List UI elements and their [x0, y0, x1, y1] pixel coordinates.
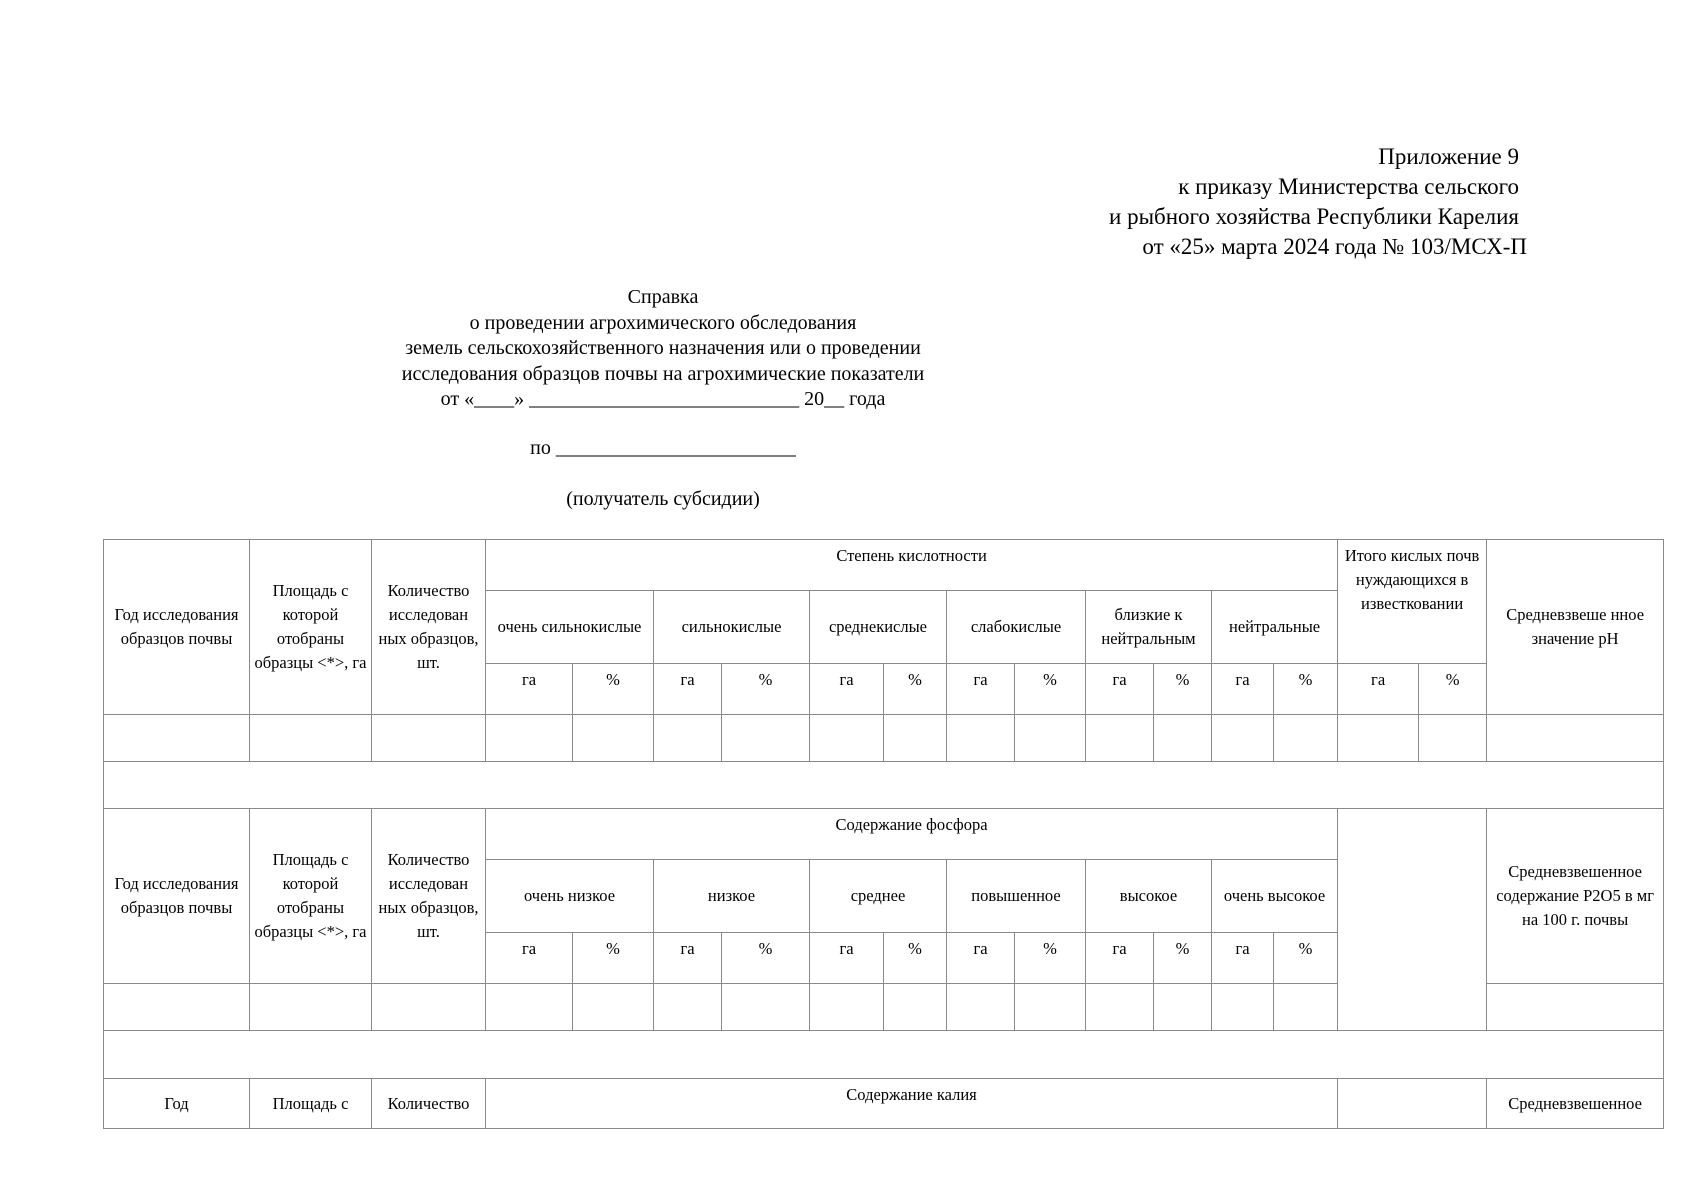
phosphorus-cat-very-low: очень низкое — [486, 860, 654, 933]
data-cell — [947, 715, 1015, 762]
unit-pct: % — [1015, 933, 1086, 984]
data-cell — [250, 984, 372, 1031]
potassium-group-header: Содержание калия — [486, 1079, 1338, 1129]
unit-ha: га — [486, 664, 573, 715]
data-cell — [486, 984, 573, 1031]
acidity-cat-near-neutral: близкие к нейтральным — [1086, 591, 1212, 664]
potassium-avg-header: Средневзвешенное — [1487, 1079, 1664, 1129]
data-cell — [372, 984, 486, 1031]
data-cell — [654, 984, 722, 1031]
unit-ha: га — [486, 933, 573, 984]
unit-ha: га — [654, 933, 722, 984]
unit-ha: га — [1086, 933, 1154, 984]
unit-pct: % — [1419, 664, 1487, 715]
acidity-count-header: Количество исследован ных образцов, шт. — [372, 540, 486, 715]
data-cell — [1086, 984, 1154, 1031]
data-cell — [884, 715, 947, 762]
data-cell — [947, 984, 1015, 1031]
title-line-2: о проведении агрохимического обследования — [469, 311, 857, 334]
acidity-cat-weak: слабокислые — [947, 591, 1086, 664]
potassium-year-header: Год — [104, 1079, 250, 1129]
document-title — [0, 285, 1326, 413]
acidity-cat-neutral: нейтральные — [1212, 591, 1338, 664]
acidity-cat-medium: среднекислые — [810, 591, 947, 664]
title-line-1: Справка — [627, 286, 699, 308]
data-cell — [810, 715, 884, 762]
data-cell — [1274, 984, 1338, 1031]
unit-pct: % — [884, 933, 947, 984]
recipient-label: (получатель субсидии) — [566, 488, 760, 510]
data-cell — [372, 715, 486, 762]
data-cell — [1015, 715, 1086, 762]
potassium-empty-column — [1338, 1079, 1487, 1129]
phosphorus-empty-column — [1338, 809, 1487, 1031]
data-cell — [104, 984, 250, 1031]
phosphorus-group-header: Содержание фосфора — [486, 809, 1338, 860]
unit-pct: % — [884, 664, 947, 715]
data-cell — [486, 715, 573, 762]
unit-ha: га — [947, 933, 1015, 984]
unit-pct: % — [573, 664, 654, 715]
unit-ha: га — [810, 933, 884, 984]
data-cell — [722, 715, 810, 762]
unit-ha: га — [654, 664, 722, 715]
data-cell — [1487, 984, 1664, 1031]
data-cell — [1419, 715, 1487, 762]
potassium-area-header: Площадь с — [250, 1079, 372, 1129]
phosphorus-area-header: Площадь с которой отобраны образцы <*>, га — [250, 809, 372, 984]
unit-pct: % — [1015, 664, 1086, 715]
section-spacer — [104, 1031, 1664, 1079]
unit-pct: % — [722, 664, 810, 715]
unit-ha: га — [1086, 664, 1154, 715]
unit-ha: га — [810, 664, 884, 715]
data-cell — [1154, 715, 1212, 762]
data-cell — [1086, 715, 1154, 762]
acidity-area-header: Площадь с которой отобраны образцы <*>, га — [250, 540, 372, 715]
phosphorus-cat-very-high: очень высокое — [1212, 860, 1338, 933]
title-line-4: исследования образцов почвы на агрохимические показатели — [401, 362, 925, 385]
acidity-cat-strong: сильнокислые — [654, 591, 810, 664]
acidity-group-header: Степень кислотности — [486, 540, 1338, 591]
data-cell — [884, 984, 947, 1031]
unit-pct: % — [1154, 664, 1212, 715]
data-cell — [810, 984, 884, 1031]
phosphorus-count-header: Количество исследован ных образцов, шт. — [372, 809, 486, 984]
unit-ha: га — [1212, 664, 1274, 715]
data-cell — [654, 715, 722, 762]
data-cell — [722, 984, 810, 1031]
appendix-number: Приложение 9 — [1378, 144, 1519, 169]
unit-ha: га — [1338, 664, 1419, 715]
unit-pct: % — [1274, 664, 1338, 715]
data-cell — [1015, 984, 1086, 1031]
section-spacer — [104, 762, 1664, 809]
data-cell — [1487, 715, 1664, 762]
phosphorus-year-header: Год исследования образцов почвы — [104, 809, 250, 984]
phosphorus-cat-low: низкое — [654, 860, 810, 933]
unit-pct: % — [573, 933, 654, 984]
data-cell — [1212, 984, 1274, 1031]
agrochem-table — [103, 539, 1664, 1129]
phosphorus-cat-high: высокое — [1086, 860, 1212, 933]
unit-pct: % — [1274, 933, 1338, 984]
data-cell — [1274, 715, 1338, 762]
phosphorus-cat-medium: среднее — [810, 860, 947, 933]
acidity-data-row — [104, 715, 1664, 762]
unit-ha: га — [947, 664, 1015, 715]
phosphorus-avg-header: Средневзвешенное содержание P2O5 в мг на 100 г. почвы — [1487, 809, 1664, 984]
data-cell — [573, 984, 654, 1031]
unit-pct: % — [722, 933, 810, 984]
potassium-count-header: Количество — [372, 1079, 486, 1129]
appendix-order-ref: к приказу Министерства сельского — [1178, 174, 1519, 199]
data-cell — [573, 715, 654, 762]
appendix-date-number: от «25» марта 2024 года № 103/МСХ-П — [1142, 234, 1527, 259]
appendix-ministry: и рыбного хозяйства Республики Карелия — [1109, 204, 1519, 229]
data-cell — [1154, 984, 1212, 1031]
title-date-line: от «____» ___________________________ 20__ года — [440, 388, 886, 410]
unit-pct: % — [1154, 933, 1212, 984]
title-line-3: земель сельскохозяйственного назначения или о проведении — [405, 337, 921, 359]
acidity-total-header: Итого кислых почв нуждающихся в известковании — [1338, 540, 1487, 664]
acidity-cat-very-strong: очень сильнокислые — [486, 591, 654, 664]
appendix-block — [1109, 142, 1527, 262]
unit-ha: га — [1212, 933, 1274, 984]
recipient-line: по ________________________ — [530, 437, 796, 459]
data-cell — [250, 715, 372, 762]
data-cell — [104, 715, 250, 762]
phosphorus-cat-elevated: повышенное — [947, 860, 1086, 933]
acidity-avg-ph-header: Средневзвеше нное значение pH — [1487, 540, 1664, 715]
acidity-year-header: Год исследования образцов почвы — [104, 540, 250, 715]
data-cell — [1212, 715, 1274, 762]
data-cell — [1338, 715, 1419, 762]
